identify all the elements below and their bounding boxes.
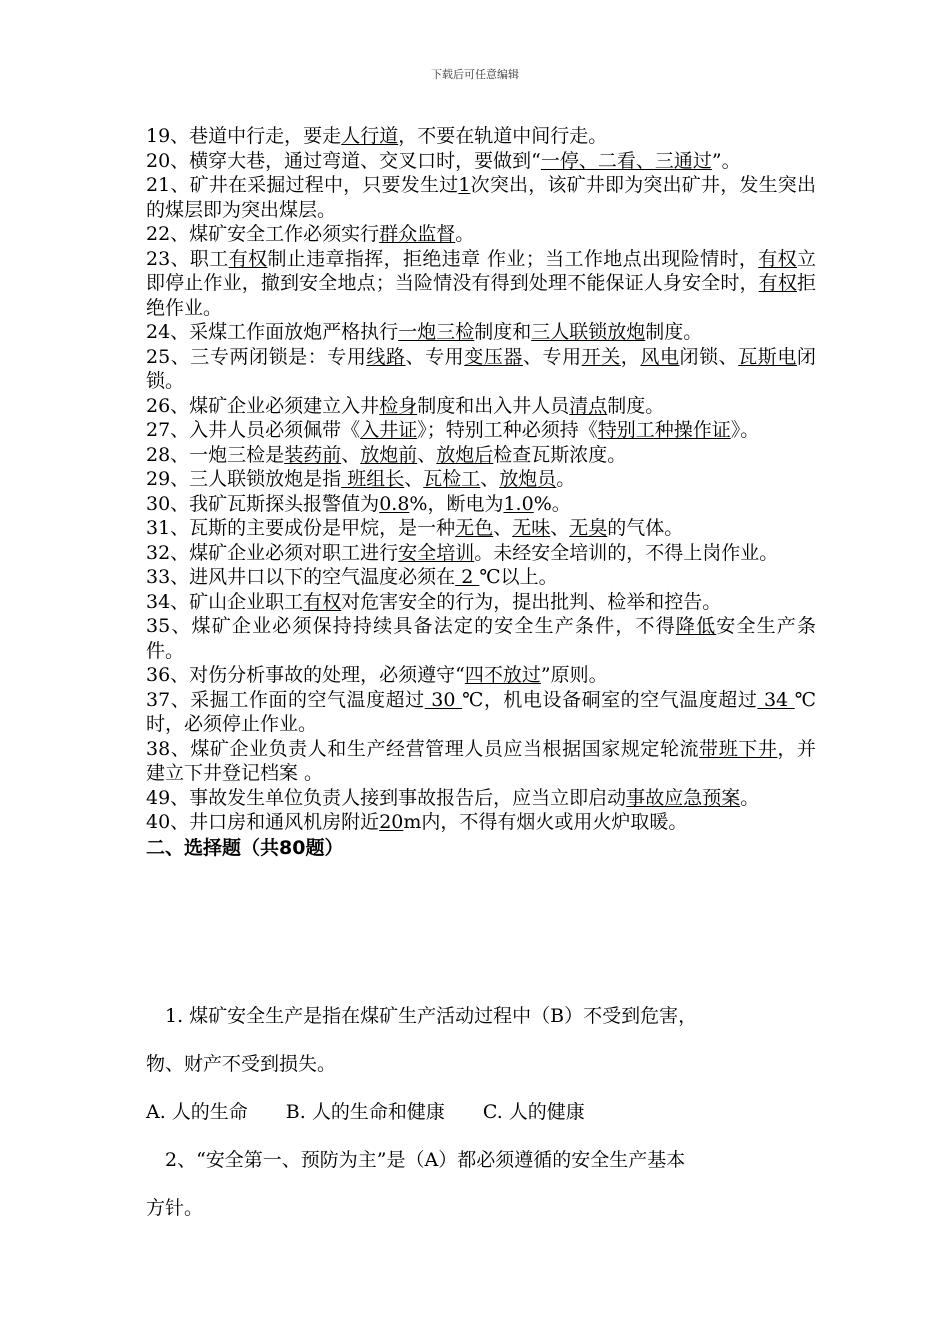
fill-question <box>146 688 816 737</box>
answer-blank: 事故应急预案 <box>626 786 741 809</box>
answer-blank: 有权 <box>303 590 342 613</box>
question-text: 、专用 <box>522 345 582 368</box>
answer-blank: 无色 <box>455 517 494 539</box>
fill-question <box>146 541 816 566</box>
fill-question <box>146 345 816 394</box>
question-text: 38、煤矿企业负责人和生产经营管理人员应当根据国家规定轮流 <box>146 737 700 760</box>
question-text: ℃时，必须停止作业。 <box>146 688 816 735</box>
question-text: 立即停止作业，撤到安全地点；当险情没有得到处理不能保证人身安全时， <box>146 247 816 294</box>
answer-blank: 降低 <box>675 615 717 637</box>
question-text: 制度和 <box>474 321 532 343</box>
fill-question <box>146 467 816 492</box>
answer-blank: 入井证 <box>360 419 418 441</box>
answer-blank: 有权 <box>758 272 797 294</box>
question-text: 。 <box>556 468 576 490</box>
question-text: 安全生产条件。 <box>146 615 816 662</box>
question-text: 、 <box>480 468 500 490</box>
fill-question <box>146 810 816 835</box>
answer-blank: 无味 <box>512 517 551 539</box>
question-text: 19、巷道中行走，要走 <box>146 125 342 147</box>
answer-blank: 特别工种操作证 <box>597 419 731 441</box>
fill-question <box>146 124 816 149</box>
answer-blank: 装药前 <box>284 443 342 466</box>
question-text: 24、采煤工作面放炮严格执行 <box>146 321 399 343</box>
question-text: 制度和出入井人员 <box>417 394 570 417</box>
fill-question <box>146 737 816 786</box>
question-text: 。未经安全培训的，不得上岗作业。 <box>474 541 779 564</box>
question-text: 拒绝作业。 <box>146 272 816 319</box>
fill-question-list <box>146 124 816 835</box>
fill-question <box>146 492 816 517</box>
mc-q2-line1: 2、“安全第一、预防为主”是（A）都必须遵循的安全生产基本 <box>146 1149 686 1171</box>
answer-blank: 三人联锁放炮 <box>531 321 646 343</box>
question-text: 35、煤矿企业必须保持持续具备法定的安全生产条件，不得 <box>146 615 676 637</box>
question-text: ℃以上。 <box>479 566 558 588</box>
question-text: 34、矿山企业职工 <box>146 590 304 613</box>
question-text: ，并建立下井登记档案 。 <box>146 737 816 784</box>
answer-blank: 群众监督 <box>379 223 456 245</box>
question-text: 26、煤矿企业必须建立入井 <box>146 394 380 417</box>
answer-blank: 有权 <box>758 247 797 270</box>
answer-blank: 0.8 <box>379 492 410 515</box>
fill-question <box>146 320 816 345</box>
fill-question <box>146 565 816 590</box>
question-text: 制度。 <box>607 394 665 417</box>
question-text: 49、事故发生单位负责人接到事故报告后，应当立即启动 <box>146 786 627 809</box>
question-text: 闭锁、 <box>679 345 739 368</box>
page-header: 下载后可任意编辑 <box>431 68 519 81</box>
fill-question <box>146 516 816 541</box>
question-text: 37、采掘工作面的空气温度超过 <box>146 688 425 711</box>
question-text: 31、瓦斯的主要成份是甲烷，是一种 <box>146 517 456 539</box>
question-text: 》；特别工种必须持《 <box>417 419 598 441</box>
fill-question <box>146 614 816 663</box>
answer-blank: 开关 <box>581 345 621 368</box>
section-title: 二、选择题（共80题） <box>146 836 344 859</box>
mc-q1-line1: 1. 煤矿安全生产是指在煤矿生产活动过程中（B）不受到危害， <box>146 1005 698 1027</box>
answer-blank: 一停、二看、三通过 <box>540 149 712 172</box>
mc-q1-line2: 物、财产不受到损失。 <box>146 1053 337 1075</box>
question-text: 27、入井人员必须佩带《 <box>146 419 361 441</box>
answer-blank: 放炮前 <box>360 443 418 466</box>
question-text: 、 <box>493 517 513 539</box>
question-text: ”原则。 <box>540 664 608 686</box>
answer-blank: 清点 <box>569 394 608 417</box>
answer-blank: 20 <box>379 811 404 833</box>
answer-blank: 30 <box>424 688 463 711</box>
mc-q1-options: A. 人的生命 B. 人的生命和健康 C. 人的健康 <box>146 1101 585 1123</box>
question-text: 40、井口房和通风机房附近 <box>146 811 380 833</box>
answer-blank: 34 <box>757 688 795 711</box>
question-text: ℃，机电设备硐室的空气温度超过 <box>462 688 758 711</box>
question-text: 对危害安全的行为，提出批判、检举和控告。 <box>341 590 722 613</box>
fill-question <box>146 173 816 222</box>
question-text: 。 <box>740 786 760 809</box>
question-text: 21、矿井在采掘过程中，只要发生过 <box>146 174 459 196</box>
question-text: 制止违章指挥，拒绝违章 作业；当工作地点出现险情时， <box>267 247 759 270</box>
fill-question <box>146 443 816 468</box>
question-text: 、 <box>341 443 361 466</box>
fill-question <box>146 590 816 615</box>
fill-question <box>146 394 816 419</box>
question-text: 22、煤矿安全工作必须实行 <box>146 223 380 245</box>
question-text: 、 <box>404 468 424 490</box>
answer-blank: 无臭 <box>569 517 608 539</box>
answer-blank: 检身 <box>379 394 418 417</box>
answer-blank: 一炮三检 <box>398 321 475 343</box>
answer-blank: 变压器 <box>464 345 523 368</box>
answer-blank: 瓦检工 <box>423 468 481 490</box>
answer-blank: 有权 <box>228 247 268 270</box>
question-text: 》。 <box>730 419 760 441</box>
fill-question <box>146 222 816 247</box>
fill-question <box>146 418 816 443</box>
fill-question <box>146 786 816 811</box>
question-text: 33、进风井口以下的空气温度必须在 <box>146 566 456 588</box>
question-text: 制度。 <box>645 321 703 343</box>
answer-blank: 2 <box>455 566 480 588</box>
question-text: 闭锁。 <box>146 345 816 392</box>
question-text: 20、横穿大巷，通过弯道、交叉口时，要做到“ <box>146 149 541 172</box>
question-text: 25、三专两闭锁是：专用 <box>146 345 367 368</box>
question-text: m内，不得有烟火或用火炉取暖。 <box>403 811 688 833</box>
question-text: ， <box>620 345 641 368</box>
question-text: 36、对伤分析事故的处理，必须遵守“ <box>146 664 465 686</box>
answer-blank: 1.0 <box>503 492 534 515</box>
question-text: 29、三人联锁放炮是指 <box>146 468 342 490</box>
question-text: 、 <box>417 443 437 466</box>
answer-blank: 瓦斯电 <box>738 345 797 368</box>
answer-blank: 线路 <box>366 345 406 368</box>
question-text: 次突出，该矿井即为突出矿井，发生突出的煤层即为突出煤层。 <box>146 174 816 221</box>
answer-blank: 带班下井 <box>699 737 778 760</box>
question-text: 30、我矿瓦斯探头报警值为 <box>146 492 380 515</box>
question-text: 、 <box>550 517 570 539</box>
answer-blank: 1 <box>458 174 471 196</box>
question-text: 。 <box>455 223 475 245</box>
question-text: %，断电为 <box>409 492 504 515</box>
question-text: ”。 <box>711 149 741 172</box>
fill-question <box>146 149 816 174</box>
question-text: 的气体。 <box>607 517 684 539</box>
answer-blank: 放炮后 <box>436 443 494 466</box>
mc-q2-line2: 方针。 <box>146 1197 204 1219</box>
question-text: 32、煤矿企业必须对职工进行 <box>146 541 399 564</box>
fill-question <box>146 663 816 688</box>
question-text: 28、一炮三检是 <box>146 443 285 466</box>
answer-blank: 人行道 <box>341 125 399 147</box>
question-text: ，不要在轨道中间行走。 <box>398 125 608 147</box>
answer-blank: 四不放过 <box>464 664 541 686</box>
question-text: 23、职工 <box>146 247 229 270</box>
answer-blank: 班组长 <box>341 468 405 490</box>
answer-blank: 放炮员 <box>499 468 557 490</box>
fill-in-questions <box>146 124 816 861</box>
question-text: 、专用 <box>405 345 465 368</box>
question-text: %。 <box>533 492 571 515</box>
answer-blank: 风电 <box>640 345 680 368</box>
fill-question <box>146 247 816 321</box>
answer-blank: 安全培训 <box>398 541 475 564</box>
question-text: 检查瓦斯浓度。 <box>493 443 627 466</box>
